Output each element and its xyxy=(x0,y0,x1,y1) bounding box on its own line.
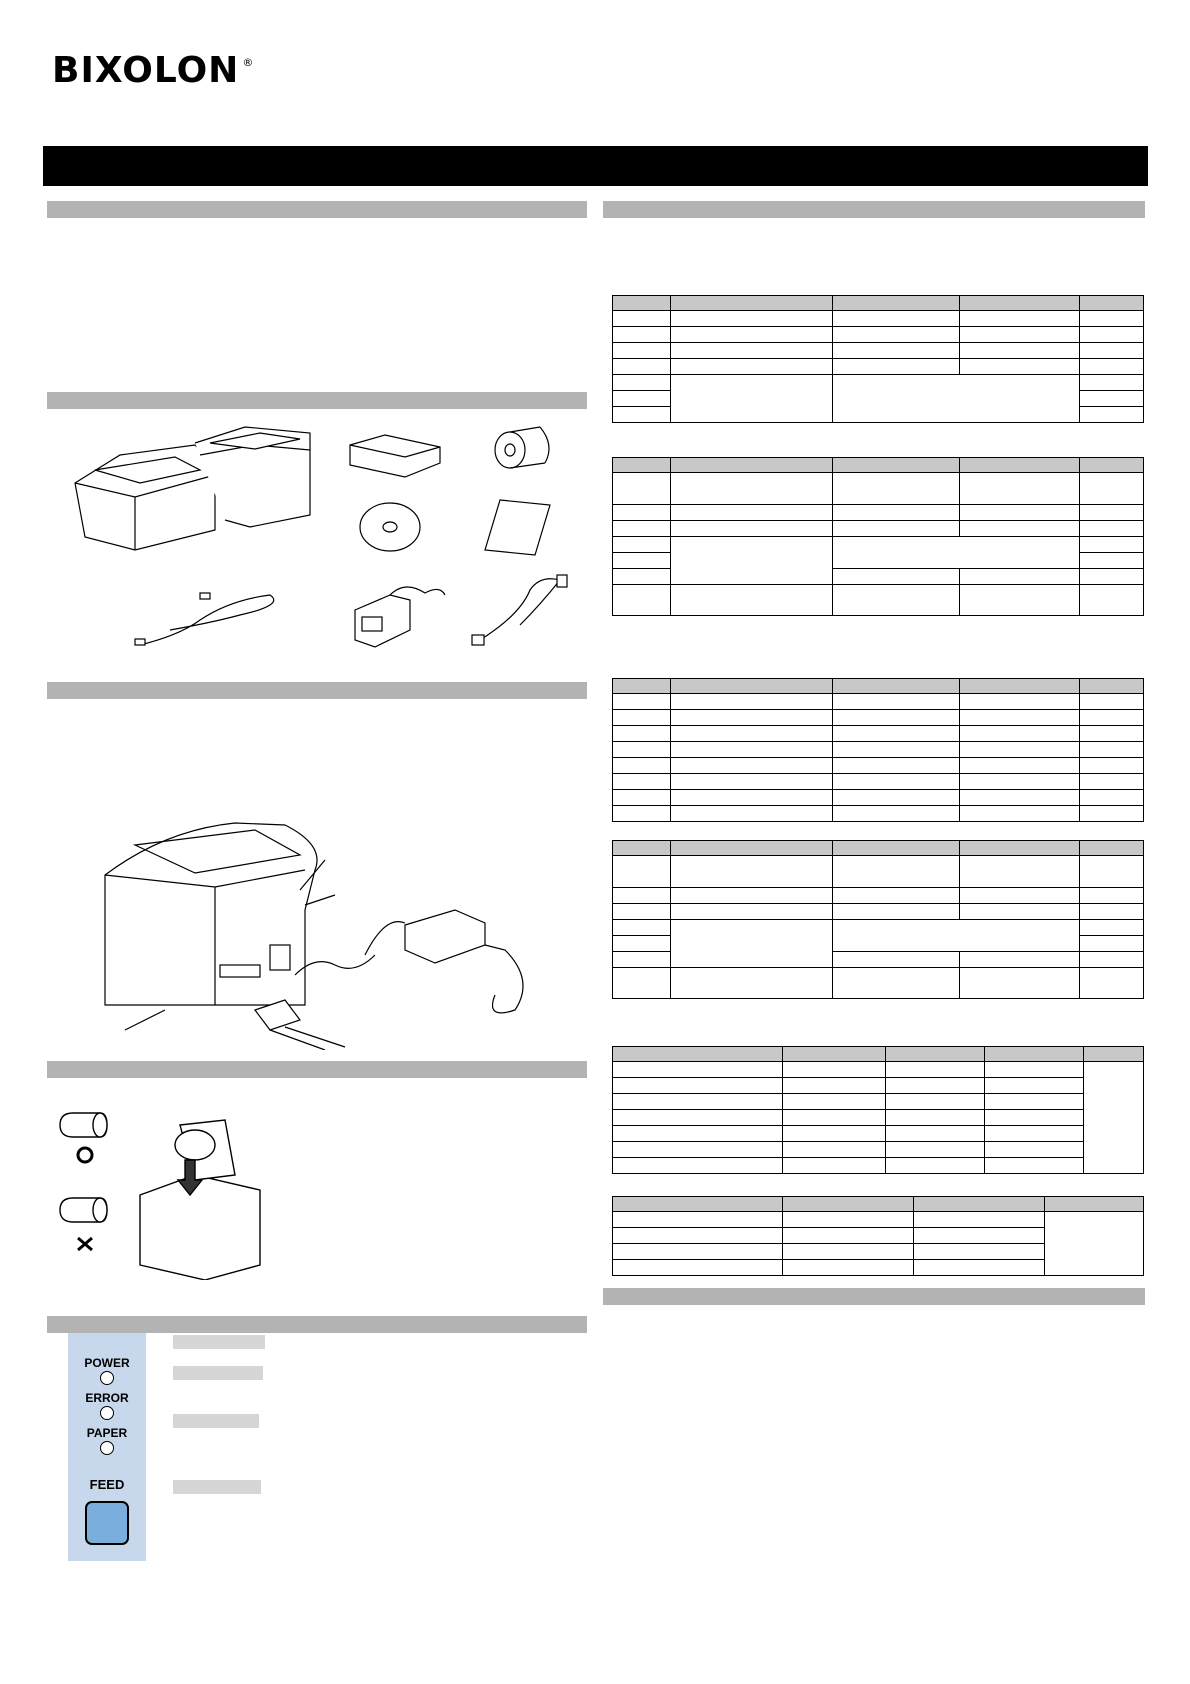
gray-label-block xyxy=(173,1414,259,1428)
printer-rear-icon xyxy=(105,823,317,1005)
gray-label-block xyxy=(173,1366,263,1380)
dip-switch-table-2 xyxy=(612,457,1144,616)
section-bar-connection xyxy=(47,682,587,699)
usb-cable-icon xyxy=(140,595,274,645)
setting-table-5 xyxy=(612,1046,1144,1174)
power-cord-icon xyxy=(480,579,560,640)
usb-port-icon xyxy=(270,945,290,970)
brand-logo xyxy=(52,50,254,91)
roll-cover-icon xyxy=(350,435,440,477)
error-label: ERROR xyxy=(85,1391,129,1405)
paper-label: PAPER xyxy=(86,1426,128,1440)
dip-switch-table-4 xyxy=(612,840,1144,999)
feed-button[interactable] xyxy=(85,1501,129,1545)
power-label: POWER xyxy=(84,1356,130,1370)
registered-mark: ® xyxy=(242,56,255,69)
error-led-icon xyxy=(100,1406,114,1420)
manual-icon xyxy=(485,500,550,555)
paper-loading-illustration xyxy=(55,1105,275,1280)
power-adapter-icon xyxy=(405,910,485,963)
printer-icon xyxy=(75,445,215,550)
feed-label: FEED xyxy=(89,1477,125,1492)
power-led-icon xyxy=(100,1371,114,1385)
gray-label-block xyxy=(173,1480,261,1494)
section-bar-paper xyxy=(47,1061,587,1078)
gray-label-block xyxy=(173,1335,265,1349)
parallel-port-icon xyxy=(220,965,260,977)
section-bar-last xyxy=(603,1288,1145,1305)
section-bar-settings xyxy=(603,201,1145,218)
power-cord-icon xyxy=(485,945,523,1013)
section-bar-components xyxy=(47,392,587,409)
setting-table-6 xyxy=(612,1196,1144,1276)
title-bar xyxy=(43,146,1148,186)
section-bar-1 xyxy=(47,201,587,218)
printer-open-icon xyxy=(140,1175,260,1280)
dip-switch-table-3 xyxy=(612,678,1144,822)
control-panel xyxy=(68,1333,146,1561)
components-illustration xyxy=(60,415,580,655)
connection-illustration xyxy=(85,805,565,1050)
dip-switch-table-1 xyxy=(612,295,1144,423)
brand-name: BIXOLON xyxy=(52,50,240,91)
paper-led-icon xyxy=(100,1441,114,1455)
section-bar-control-panel xyxy=(47,1316,587,1333)
